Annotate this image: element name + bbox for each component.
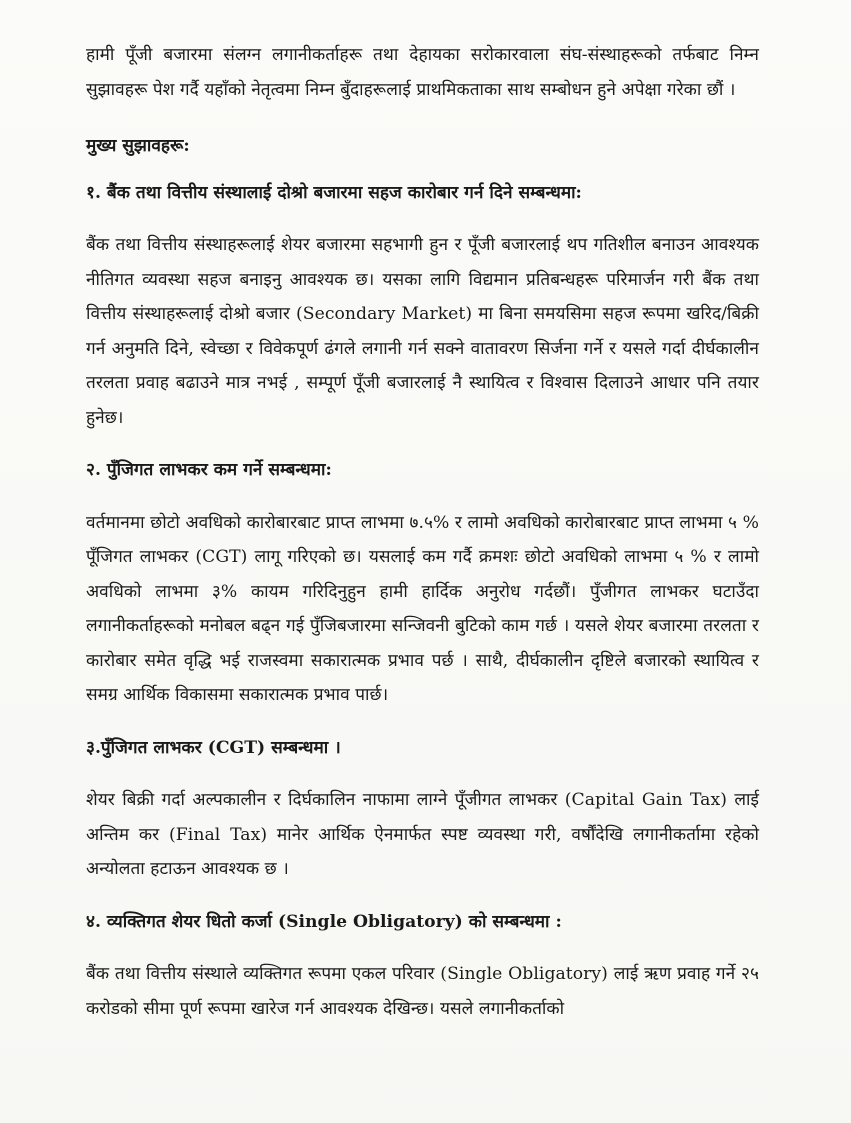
intro-paragraph: हामी पूँजी बजारमा संलग्न लगानीकर्ताहरू तथा देहायका सरोकारवाला संघ-संस्थाहरूको तर्फबाट निम्न सुझावहरू पेश गर्दै यहाँको नेतृत्वमा निम्न बुँदाहरूलाई प्राथमिकताका साथ सम्बोधन हुने अपेक्षा गरेका छौं । — [86, 45, 759, 100]
section-3-body: शेयर बिक्री गर्दा अल्पकालीन र दिर्घकालिन नाफामा लाग्ने पूँजीगत लाभकर (Capital Gain Tax) लाई अन्तिम कर (Final Tax) मानेर आर्थिक ऐनमार्फत स्पष्ट व्यवस्था गरी, वर्षौंदेखि लगानीकर्तामा रहेको अन्योलता हटाऊन आवश्यक छ । — [86, 790, 759, 879]
main-suggestions-heading: मुख्य सुझावहरू: — [86, 136, 190, 156]
section-2-heading: २. पुँजिगत लाभकर कम गर्ने सम्बन्धमा: — [86, 460, 332, 480]
section-2-body: वर्तमानमा छोटो अवधिको कारोबारबाट प्राप्त लाभमा ७.५% र लामो अवधिको कारोबारबाट प्राप्त लाभमा ५ % पूँजिगत लाभकर (CGT) लागू गरिएको छ। यसलाई कम गर्दै क्रमशः छोटो अवधिको लाभमा ५ % र लामो अवधिको लाभमा ३% कायम गरिदिनुहुन हामी हार्दिक अनुरोध गर्दछौं। पुँजीगत लाभकर घटाउँदा लगानीकर्ताहरूको मनोबल बढ्न गई पुँजिबजारमा सन्जिवनी बुटिको काम गर्छ । यसले शेयर बजारमा तरलता र कारोबार समेत वृद्धि भई राजस्वमा सकारात्मक प्रभाव पर्छ । साथै, दीर्घकालीन दृष्टिले बजारको स्थायित्व र समग्र आर्थिक विकासमा सकारात्मक प्रभाव पार्छ। — [86, 512, 759, 705]
section-4-body: बैंक तथा वित्तीय संस्थाले व्यक्तिगत रूपमा एकल परिवार (Single Obligatory) लाई ऋण प्रवाह गर्ने २५ करोडको सीमा पूर्ण रूपमा खारेज गर्न आवश्यक देखिन्छ। यसले लगानीकर्ताको — [86, 964, 759, 1019]
section-4-heading: ४. व्यक्तिगत शेयर धितो कर्जा (Single Obligatory) को सम्बन्धमा : — [86, 911, 562, 932]
section-3-heading: ३.पुँजिगत लाभकर (CGT) सम्बन्धमा । — [86, 737, 341, 758]
section-1-heading: १. बैंक तथा वित्तीय संस्थालाई दोश्रो बजारमा सहज कारोबार गर्न दिने सम्बन्धमा: — [86, 182, 582, 203]
section-1-body: बैंक तथा वित्तीय संस्थाहरूलाई शेयर बजारमा सहभागी हुन र पूँजी बजारलाई थप गतिशील बनाउन आवश्यक नीतिगत व्यवस्था सहज बनाइनु आवश्यक छ। यसका लागि विद्यमान प्रतिबन्धहरू परिमार्जन गरी बैंक तथा वित्तीय संस्थाहरूलाई दोश्रो बजार (Secondary Market) मा बिना समयसिमा सहज रूपमा खरिद/बिक्री गर्न अनुमति दिने, स्वेच्छा र विवेकपूर्ण ढंगले लगानी गर्न सक्ने वातावरण सिर्जना गर्ने र यसले गर्दा दीर्घकालीन तरलता प्रवाह बढाउने मात्र नभई , सम्पूर्ण पूँजी बजारलाई नै स्थायित्व र विश्वास दिलाउने आधार पनि तयार हुनेछ। — [86, 235, 759, 428]
